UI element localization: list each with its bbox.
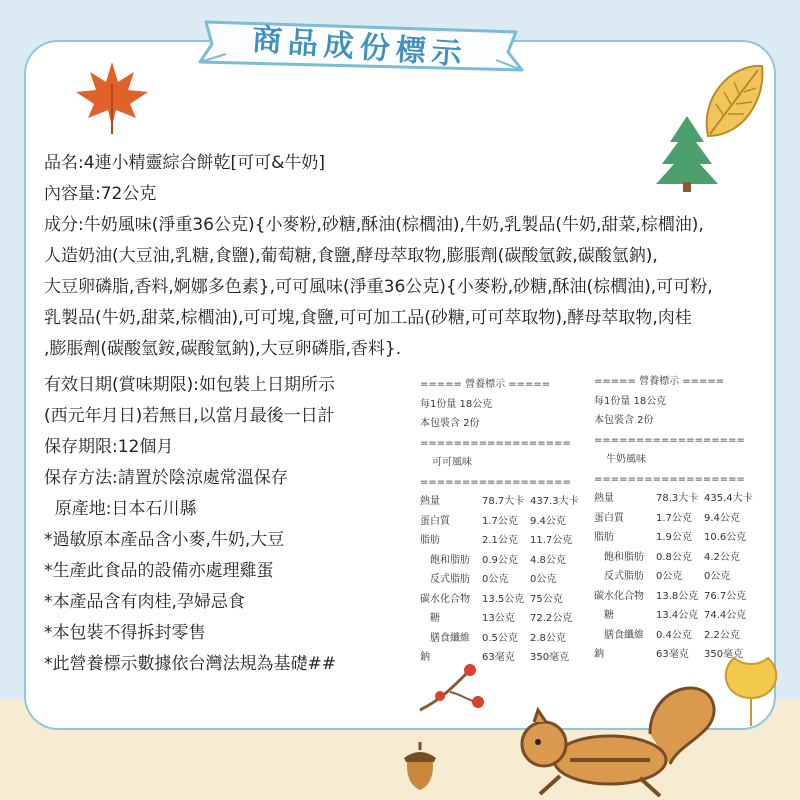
per-serving-value: 13.5公克 bbox=[482, 593, 525, 605]
per-serving-value: 2.1公克 bbox=[482, 535, 518, 546]
allergen-note: *過敏原本產品含小麥,牛奶,大豆 bbox=[44, 530, 285, 550]
nutrition-row bbox=[594, 587, 770, 607]
per-serving-value: 0.9公克 bbox=[482, 554, 518, 566]
acorn-icon bbox=[398, 738, 442, 792]
flavor-name: 牛奶風味 bbox=[606, 454, 646, 465]
nutrition-row bbox=[594, 567, 770, 587]
nutrient-name: 糖 bbox=[604, 610, 614, 621]
nutrition-row bbox=[594, 509, 770, 529]
nutrient-name: 膳食纖維 bbox=[430, 632, 470, 644]
per-pack-value: 76.7公克 bbox=[704, 590, 747, 602]
nutrient-name: 反式脂肪 bbox=[430, 574, 470, 585]
nutrition-row bbox=[594, 626, 770, 646]
per-serving-value: 13.4公克 bbox=[656, 610, 699, 621]
per-serving-value: 0公克 bbox=[482, 574, 509, 585]
per-serving-value: 0.5公克 bbox=[482, 632, 518, 644]
nutrient-name: 碳水化合物 bbox=[420, 593, 470, 605]
nutrient-name: 脂肪 bbox=[594, 532, 614, 543]
nutrition-row bbox=[420, 512, 588, 532]
per-serving-value: 1.7公克 bbox=[482, 515, 518, 527]
per-serving-value: 13.8公克 bbox=[656, 590, 699, 602]
per-pack-value: 9.4公克 bbox=[704, 512, 740, 524]
per-pack-value: 350毫克 bbox=[704, 649, 744, 660]
servings-per-pack: 本包裝含 2份 bbox=[420, 418, 480, 429]
per-pack-value: 0公克 bbox=[704, 571, 731, 582]
ingredients-line: 成分:牛奶風味(淨重36公克){小麥粉,砂糖,酥油(棕櫚油),牛奶,乳製品(牛奶,甜菜,棕櫚油), bbox=[44, 215, 704, 235]
per-serving-value: 13公克 bbox=[482, 613, 515, 624]
maple-leaf-icon bbox=[72, 56, 152, 136]
nutrition-table-milk bbox=[594, 372, 770, 665]
per-pack-value: 437.3大卡 bbox=[530, 496, 579, 507]
storage-method: 保存方法:請置於陰涼處常溫保存 bbox=[44, 468, 288, 488]
per-pack-value: 9.4公克 bbox=[530, 515, 566, 527]
ingredients-line: ,膨脹劑(碳酸氫銨,碳酸氫鈉),大豆卵磷脂,香料}. bbox=[44, 339, 402, 359]
nutrient-name: 鈉 bbox=[594, 649, 604, 660]
nutrient-name: 反式脂肪 bbox=[604, 571, 644, 582]
nutrition-row bbox=[594, 606, 770, 626]
per-serving-value: 78.3大卡 bbox=[656, 493, 699, 504]
nutrition-row bbox=[594, 528, 770, 548]
expiry-line: 有效日期(賞味期限):如包裝上日期所示 bbox=[44, 375, 335, 395]
per-serving-value: 1.7公克 bbox=[656, 512, 692, 524]
per-pack-value: 72.2公克 bbox=[530, 613, 573, 624]
product-description bbox=[44, 148, 764, 365]
nutrition-row bbox=[594, 645, 770, 665]
nutrient-name: 飽和脂肪 bbox=[604, 551, 644, 563]
nutrition-table-cocoa bbox=[420, 375, 588, 668]
nutrition-rows bbox=[594, 489, 770, 665]
per-pack-value: 2.8公克 bbox=[530, 632, 566, 644]
nutrition-row bbox=[420, 492, 588, 512]
nutrient-name: 蛋白質 bbox=[594, 512, 624, 524]
per-pack-value: 11.7公克 bbox=[530, 535, 573, 546]
nutrient-name: 鈉 bbox=[420, 652, 430, 663]
ingredients-line: 大豆卵磷脂,香料,婀娜多色素},可可風味(淨重36公克){小麥粉,砂糖,酥油(棕櫚油),可可粉, bbox=[44, 277, 713, 297]
nutrition-header: ===== 營養標示 ===== bbox=[420, 379, 551, 390]
cinnamon-note: *本產品含有肉桂,孕婦忌食 bbox=[44, 592, 245, 612]
regulation-note: *此營養標示數據依台灣法規為基礎## bbox=[44, 654, 336, 674]
nutrition-row bbox=[420, 570, 588, 590]
squirrel-icon bbox=[500, 664, 720, 800]
nutrient-name: 碳水化合物 bbox=[594, 590, 644, 602]
serving-size: 每1份量 18公克 bbox=[420, 398, 493, 410]
per-serving-value: 0公克 bbox=[656, 571, 683, 582]
per-pack-value: 4.2公克 bbox=[704, 551, 740, 563]
servings-per-pack: 本包裝含 2份 bbox=[594, 415, 654, 426]
per-pack-value: 4.8公克 bbox=[530, 554, 566, 566]
separator: ================== bbox=[420, 476, 571, 488]
product-name: 品名:4連小精靈綜合餅乾[可可&牛奶] bbox=[44, 153, 326, 173]
ingredients-line: 乳製品(牛奶,甜菜,棕櫚油),可可塊,食鹽,可可加工品(砂糖,可可萃取物),酵母萃取物,肉桂 bbox=[44, 308, 692, 328]
nutrient-name: 蛋白質 bbox=[420, 515, 450, 527]
nutrition-header: ===== 營養標示 ===== bbox=[594, 376, 725, 387]
nutrition-row bbox=[594, 489, 770, 509]
banner bbox=[190, 8, 530, 78]
serving-size: 每1份量 18公克 bbox=[594, 395, 667, 407]
separator: ================== bbox=[594, 434, 745, 446]
origin: 原產地:日本石川縣 bbox=[44, 499, 197, 519]
per-serving-value: 78.7大卡 bbox=[482, 496, 525, 507]
separator: ================== bbox=[420, 437, 571, 449]
nutrition-row bbox=[420, 531, 588, 551]
retail-note: *本包裝不得拆封零售 bbox=[44, 623, 206, 643]
per-serving-value: 0.8公克 bbox=[656, 551, 692, 563]
nutrition-row bbox=[420, 648, 588, 668]
per-serving-value: 63毫克 bbox=[482, 652, 515, 663]
product-info-list bbox=[44, 370, 404, 680]
per-pack-value: 435.4大卡 bbox=[704, 493, 753, 504]
nutrition-row bbox=[420, 629, 588, 649]
per-serving-value: 1.9公克 bbox=[656, 532, 692, 543]
berry-branch-icon bbox=[410, 660, 490, 720]
per-serving-value: 0.4公克 bbox=[656, 629, 692, 641]
per-pack-value: 350毫克 bbox=[530, 652, 570, 663]
nutrition-row bbox=[420, 590, 588, 610]
nutrient-name: 飽和脂肪 bbox=[430, 554, 470, 566]
per-pack-value: 0公克 bbox=[530, 574, 557, 585]
flavor-name: 可可風味 bbox=[432, 457, 472, 468]
per-pack-value: 10.6公克 bbox=[704, 532, 747, 543]
nutrition-rows bbox=[420, 492, 588, 668]
nutrient-name: 熱量 bbox=[420, 496, 440, 507]
nutrient-name: 膳食纖維 bbox=[604, 629, 644, 641]
nutrition-row bbox=[594, 548, 770, 568]
separator: ================== bbox=[594, 473, 745, 485]
per-pack-value: 2.2公克 bbox=[704, 629, 740, 641]
per-serving-value: 63毫克 bbox=[656, 649, 689, 660]
nutrient-name: 熱量 bbox=[594, 493, 614, 504]
shelf-life: 保存期限:12個月 bbox=[44, 437, 174, 457]
nutrient-name: 糖 bbox=[430, 613, 440, 624]
nutrition-row bbox=[420, 609, 588, 629]
per-pack-value: 74.4公克 bbox=[704, 610, 747, 621]
banner-title: 商品成份標示 bbox=[250, 22, 469, 73]
ingredients-line: 人造奶油(大豆油,乳糖,食鹽),葡萄糖,食鹽,酵母萃取物,膨脹劑(碳酸氫銨,碳酸氫鈉), bbox=[44, 246, 658, 266]
nutrition-row bbox=[420, 551, 588, 571]
expiry-line: (西元年月日)若無日,以當月最後一日計 bbox=[44, 406, 335, 426]
net-content: 內容量:72公克 bbox=[44, 184, 157, 204]
egg-note: *生產此食品的設備亦處理雞蛋 bbox=[44, 561, 274, 581]
nutrient-name: 脂肪 bbox=[420, 535, 440, 546]
per-pack-value: 75公克 bbox=[530, 593, 563, 605]
